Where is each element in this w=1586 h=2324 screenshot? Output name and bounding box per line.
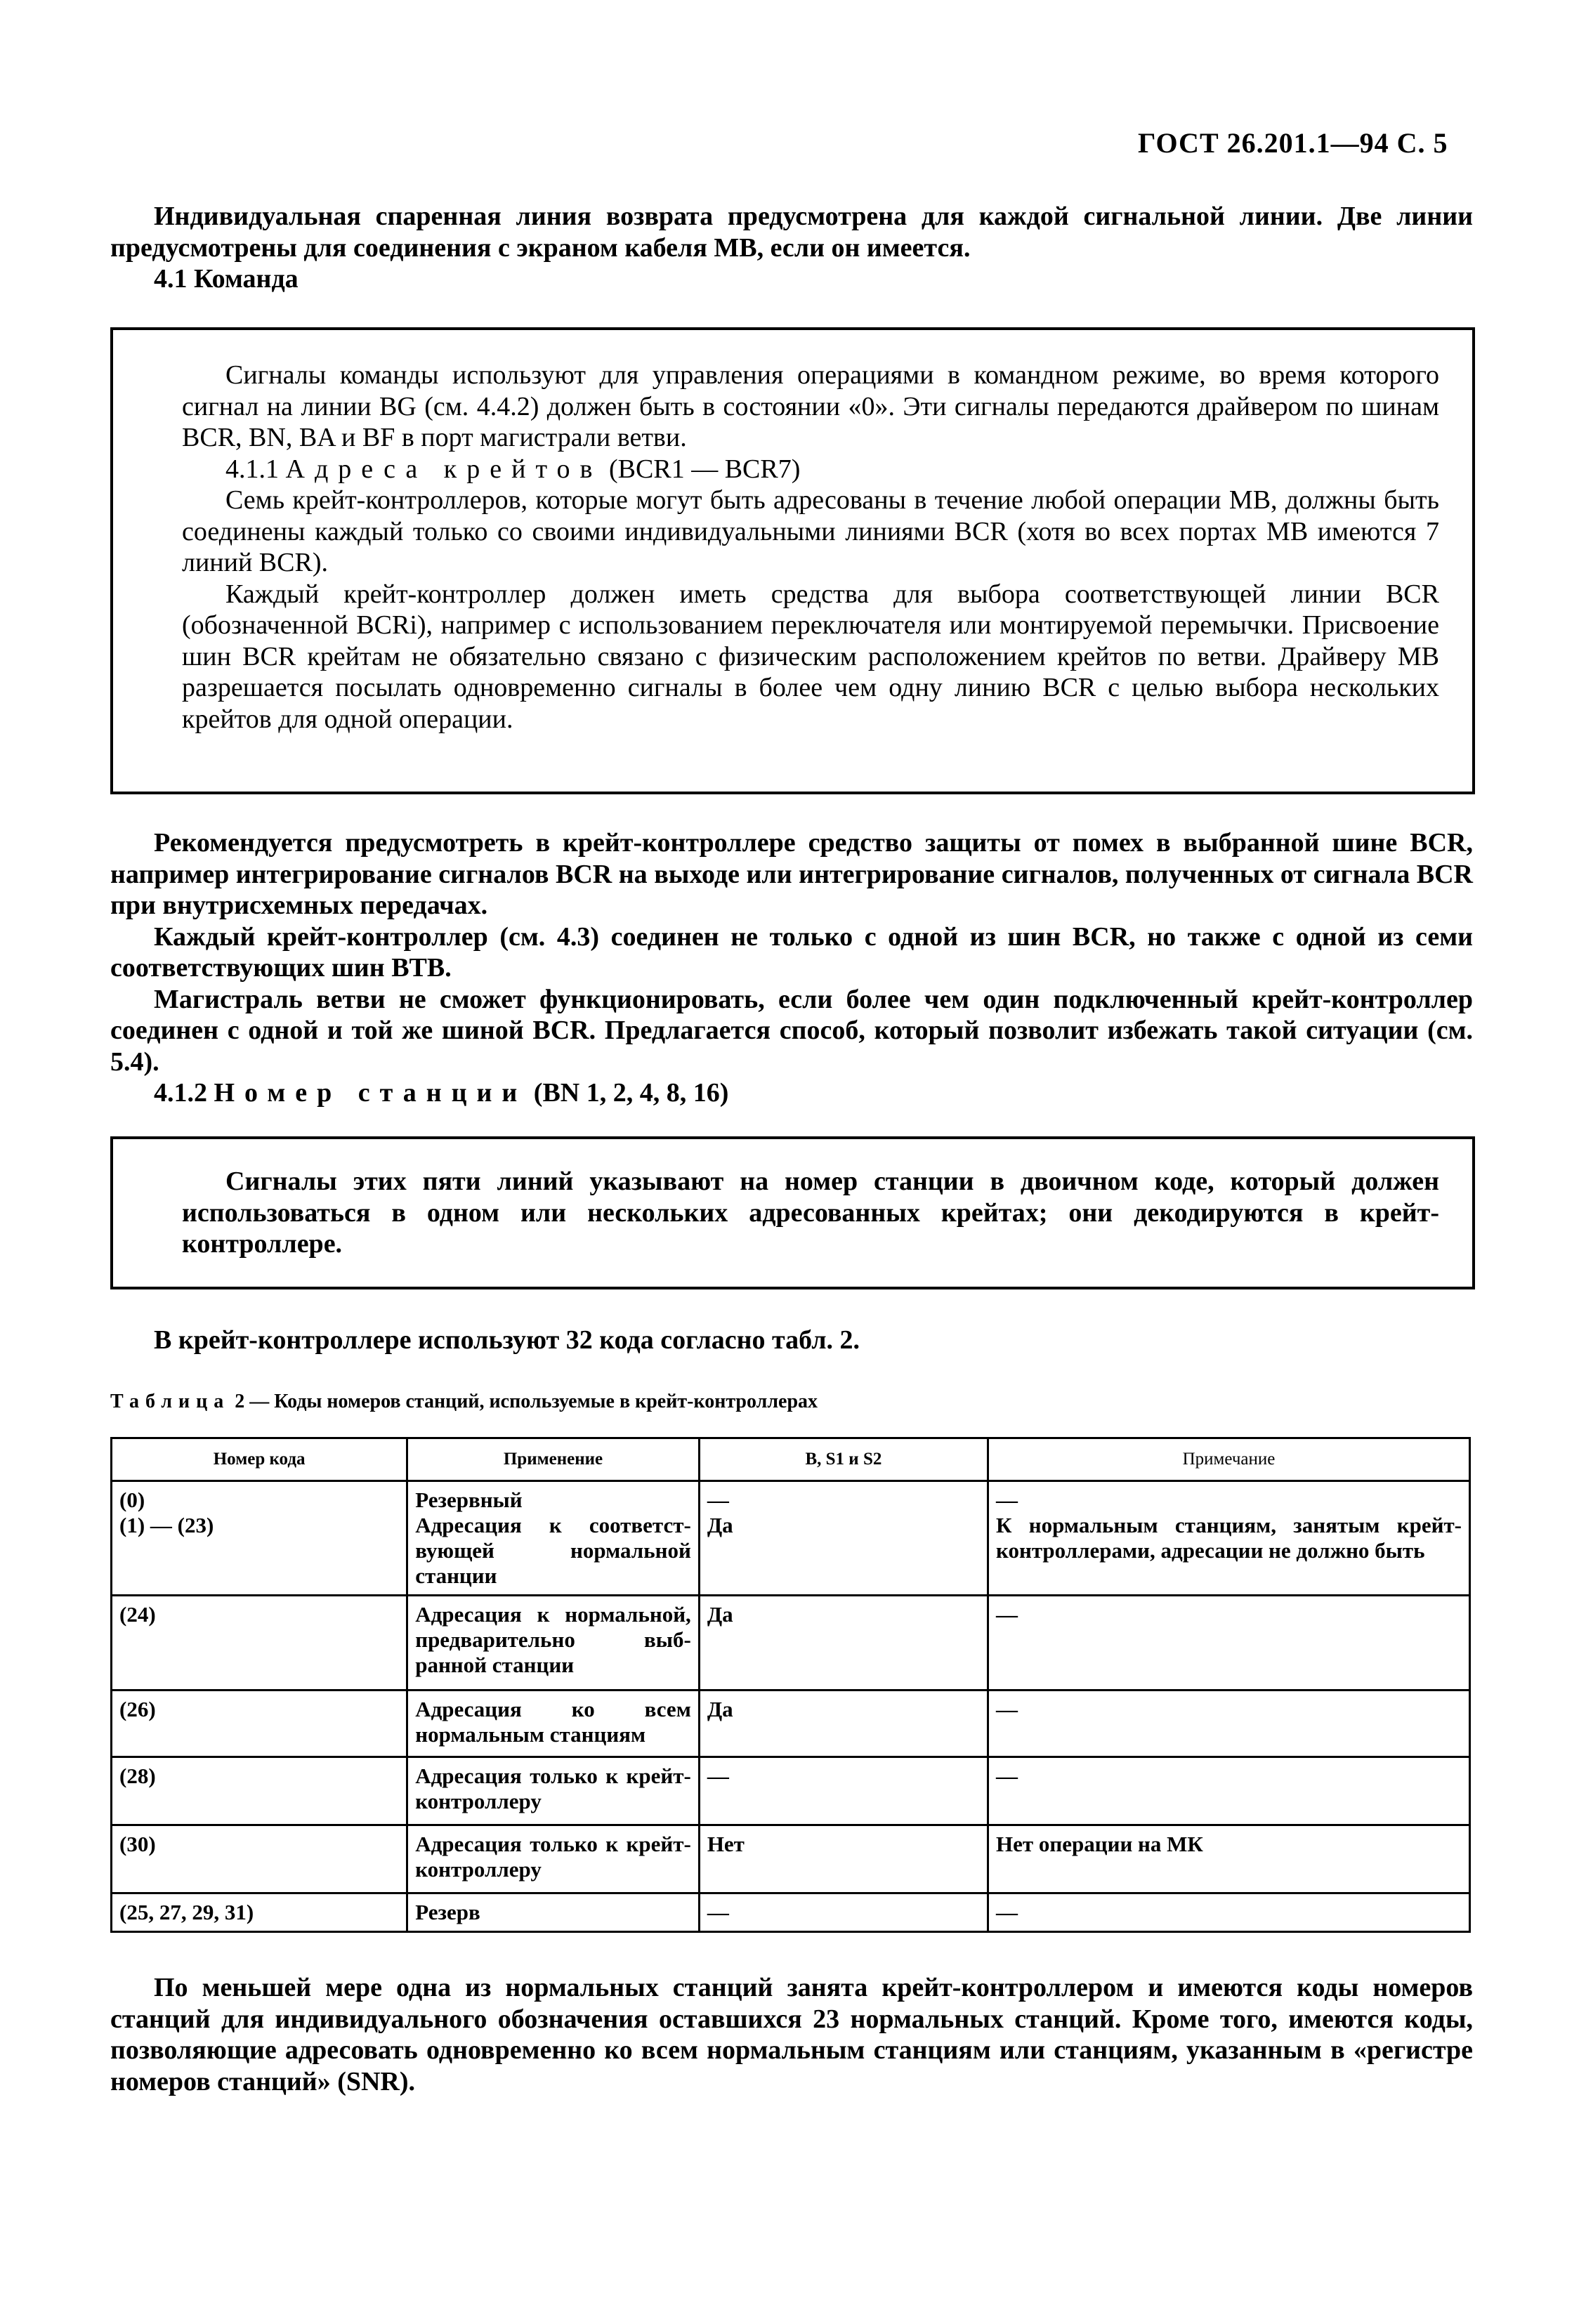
paragraph: Каждый крейт-контроллер (см. 4.3) соединен не только с одной из шин BCR, но также с одной из семи соответствующих шин BTB. [110,921,1473,983]
cell: — [988,1691,1470,1757]
heading-tail: (BN 1, 2, 4, 8, 16) [533,1078,729,1108]
cell: — К нормальным станциям, занятым крейт-контроллерами, адресации не должно быть [988,1481,1470,1596]
cell: Нет операции на МК [988,1825,1470,1893]
caption-word: Таблица [110,1391,230,1412]
header-cell: Номер кода [112,1438,407,1481]
cell: Резервный Адресация к соответст-вующей нормальной станции [407,1481,700,1596]
heading-4-1-2 [110,1077,1473,1109]
table-header-row [112,1438,1470,1481]
box1-paragraph-2: Семь крейт-контроллеров, которые могут быть адресованы в течение любой операции МВ, должны быть соединены каждый только со своими индивидуальными линиями BCR (хотя во всех портах МВ имеются 7 линий BCR). [182,485,1439,577]
heading-title: Номер станции [214,1078,527,1108]
cell: Нет [699,1825,988,1893]
cell: — [988,1893,1470,1932]
after-box1 [110,827,1473,1109]
cell: (24) [112,1596,407,1691]
box1-paragraph-1: Сигналы команды используют для управления операциями в командном режиме, во время которого сигнал на линии BG (см. 4.4.2) должен быть в состоянии «0». Эти сигналы передаются драйвером по шинам BCR, BN, BA и BF в порт магистрали ветви. [182,360,1439,452]
header-cell: B, S1 и S2 [699,1438,988,1481]
table-row [112,1596,1470,1691]
cell: Адресация к нормальной, предварительно выб-ранной станции [407,1596,700,1691]
cell: (30) [112,1825,407,1893]
cell: Адресация только к крейт-контроллеру [407,1825,700,1893]
heading-number: 4.1.1 [225,454,279,484]
heading-number: 4.1.2 [154,1078,207,1108]
header-cell: Примечание [988,1438,1470,1481]
heading-tail: (BCR1 — BCR7) [609,454,801,484]
cell: Да [699,1691,988,1757]
table-row [112,1757,1470,1825]
final-paragraph: По меньшей мере одна из нормальных станций занята крейт-контроллером и имеются коды номеров станций для индивидуального обозначения оставшихся 23 нормальных станций. Кроме того, имеются коды, позволяющие адресовать одновременно ко всем нормальным станциям или станциям, указанным в «регистре номеров станций» (SNR). [110,1973,1473,2096]
table-row [112,1481,1470,1596]
boxed-section-4-1 [110,327,1475,794]
heading-title: Адреса крейтов [285,454,603,484]
paragraph: Магистраль ветви не сможет функционировать, если более чем один подключенный крейт-контроллер соединен с одной и той же шиной BCR. Предлагается способ, который позволит избежать такой ситуации (см. 5.4). [110,984,1473,1077]
table-row [112,1691,1470,1757]
table-row [112,1893,1470,1932]
cell: Да [699,1596,988,1691]
codes-sentence: В крейт-контроллере используют 32 кода согласно табл. 2. [154,1325,860,1355]
cell: — [699,1757,988,1825]
box2-paragraph: Сигналы этих пяти линий указывают на номер станции в двоичном коде, который должен использоваться в одном или нескольких адресованных крейтах; они декодируются в крейт-контроллере. [182,1167,1439,1259]
cell: — [699,1893,988,1932]
station-codes-table [110,1437,1471,1933]
cell: — [988,1757,1470,1825]
intro-text: Индивидуальная спаренная линия возврата предусмотрена для каждой сигнальной линии. Две линии предусмотрены для соединения с экраном кабеля МВ, если он имеется. [110,202,1473,263]
cell: Адресация ко всем нормальным станциям [407,1691,700,1757]
table-caption [110,1391,818,1413]
cell: — Да [699,1481,988,1596]
paragraph: Рекомендуется предусмотреть в крейт-контроллере средство защиты от помех в выбранной шине BCR, например интегрирование сигналов BCR на выходе или интегрирование сигналов, полученных от сигнала BCR при внутрисхемных передачах. [110,828,1473,920]
caption-text: 2 — Коды номеров станций, используемые в крейт-контроллерах [235,1391,818,1412]
heading-4-1-1 [182,454,1439,485]
cell: (0) (1) — (23) [112,1481,407,1596]
section-heading-4-1: 4.1 Команда [154,264,299,294]
cell: (26) [112,1691,407,1757]
cell: — [988,1596,1470,1691]
page-header: ГОСТ 26.201.1—94 С. 5 [1138,127,1448,159]
intro-paragraph [110,201,1473,295]
cell: (28) [112,1757,407,1825]
cell: Адресация только к крейт-контроллеру [407,1757,700,1825]
header-cell: Применение [407,1438,700,1481]
cell: (25, 27, 29, 31) [112,1893,407,1932]
boxed-section-4-1-2 [110,1136,1475,1289]
table-row [112,1825,1470,1893]
cell: Резерв [407,1893,700,1932]
box1-paragraph-3: Каждый крейт-контроллер должен иметь средства для выбора соответствующей линии BCR (обозначенной BCRi), например с использованием переключателя или монтируемой перемычки. Присвоение шин BCR крейтам не обязательно связано с физическим расположением крейтов по ветви. Драйверу МВ разрешается посылать одновременно сигналы в более чем одну линию BCR с целью выбора нескольких крейтов для одной операции. [182,579,1439,734]
